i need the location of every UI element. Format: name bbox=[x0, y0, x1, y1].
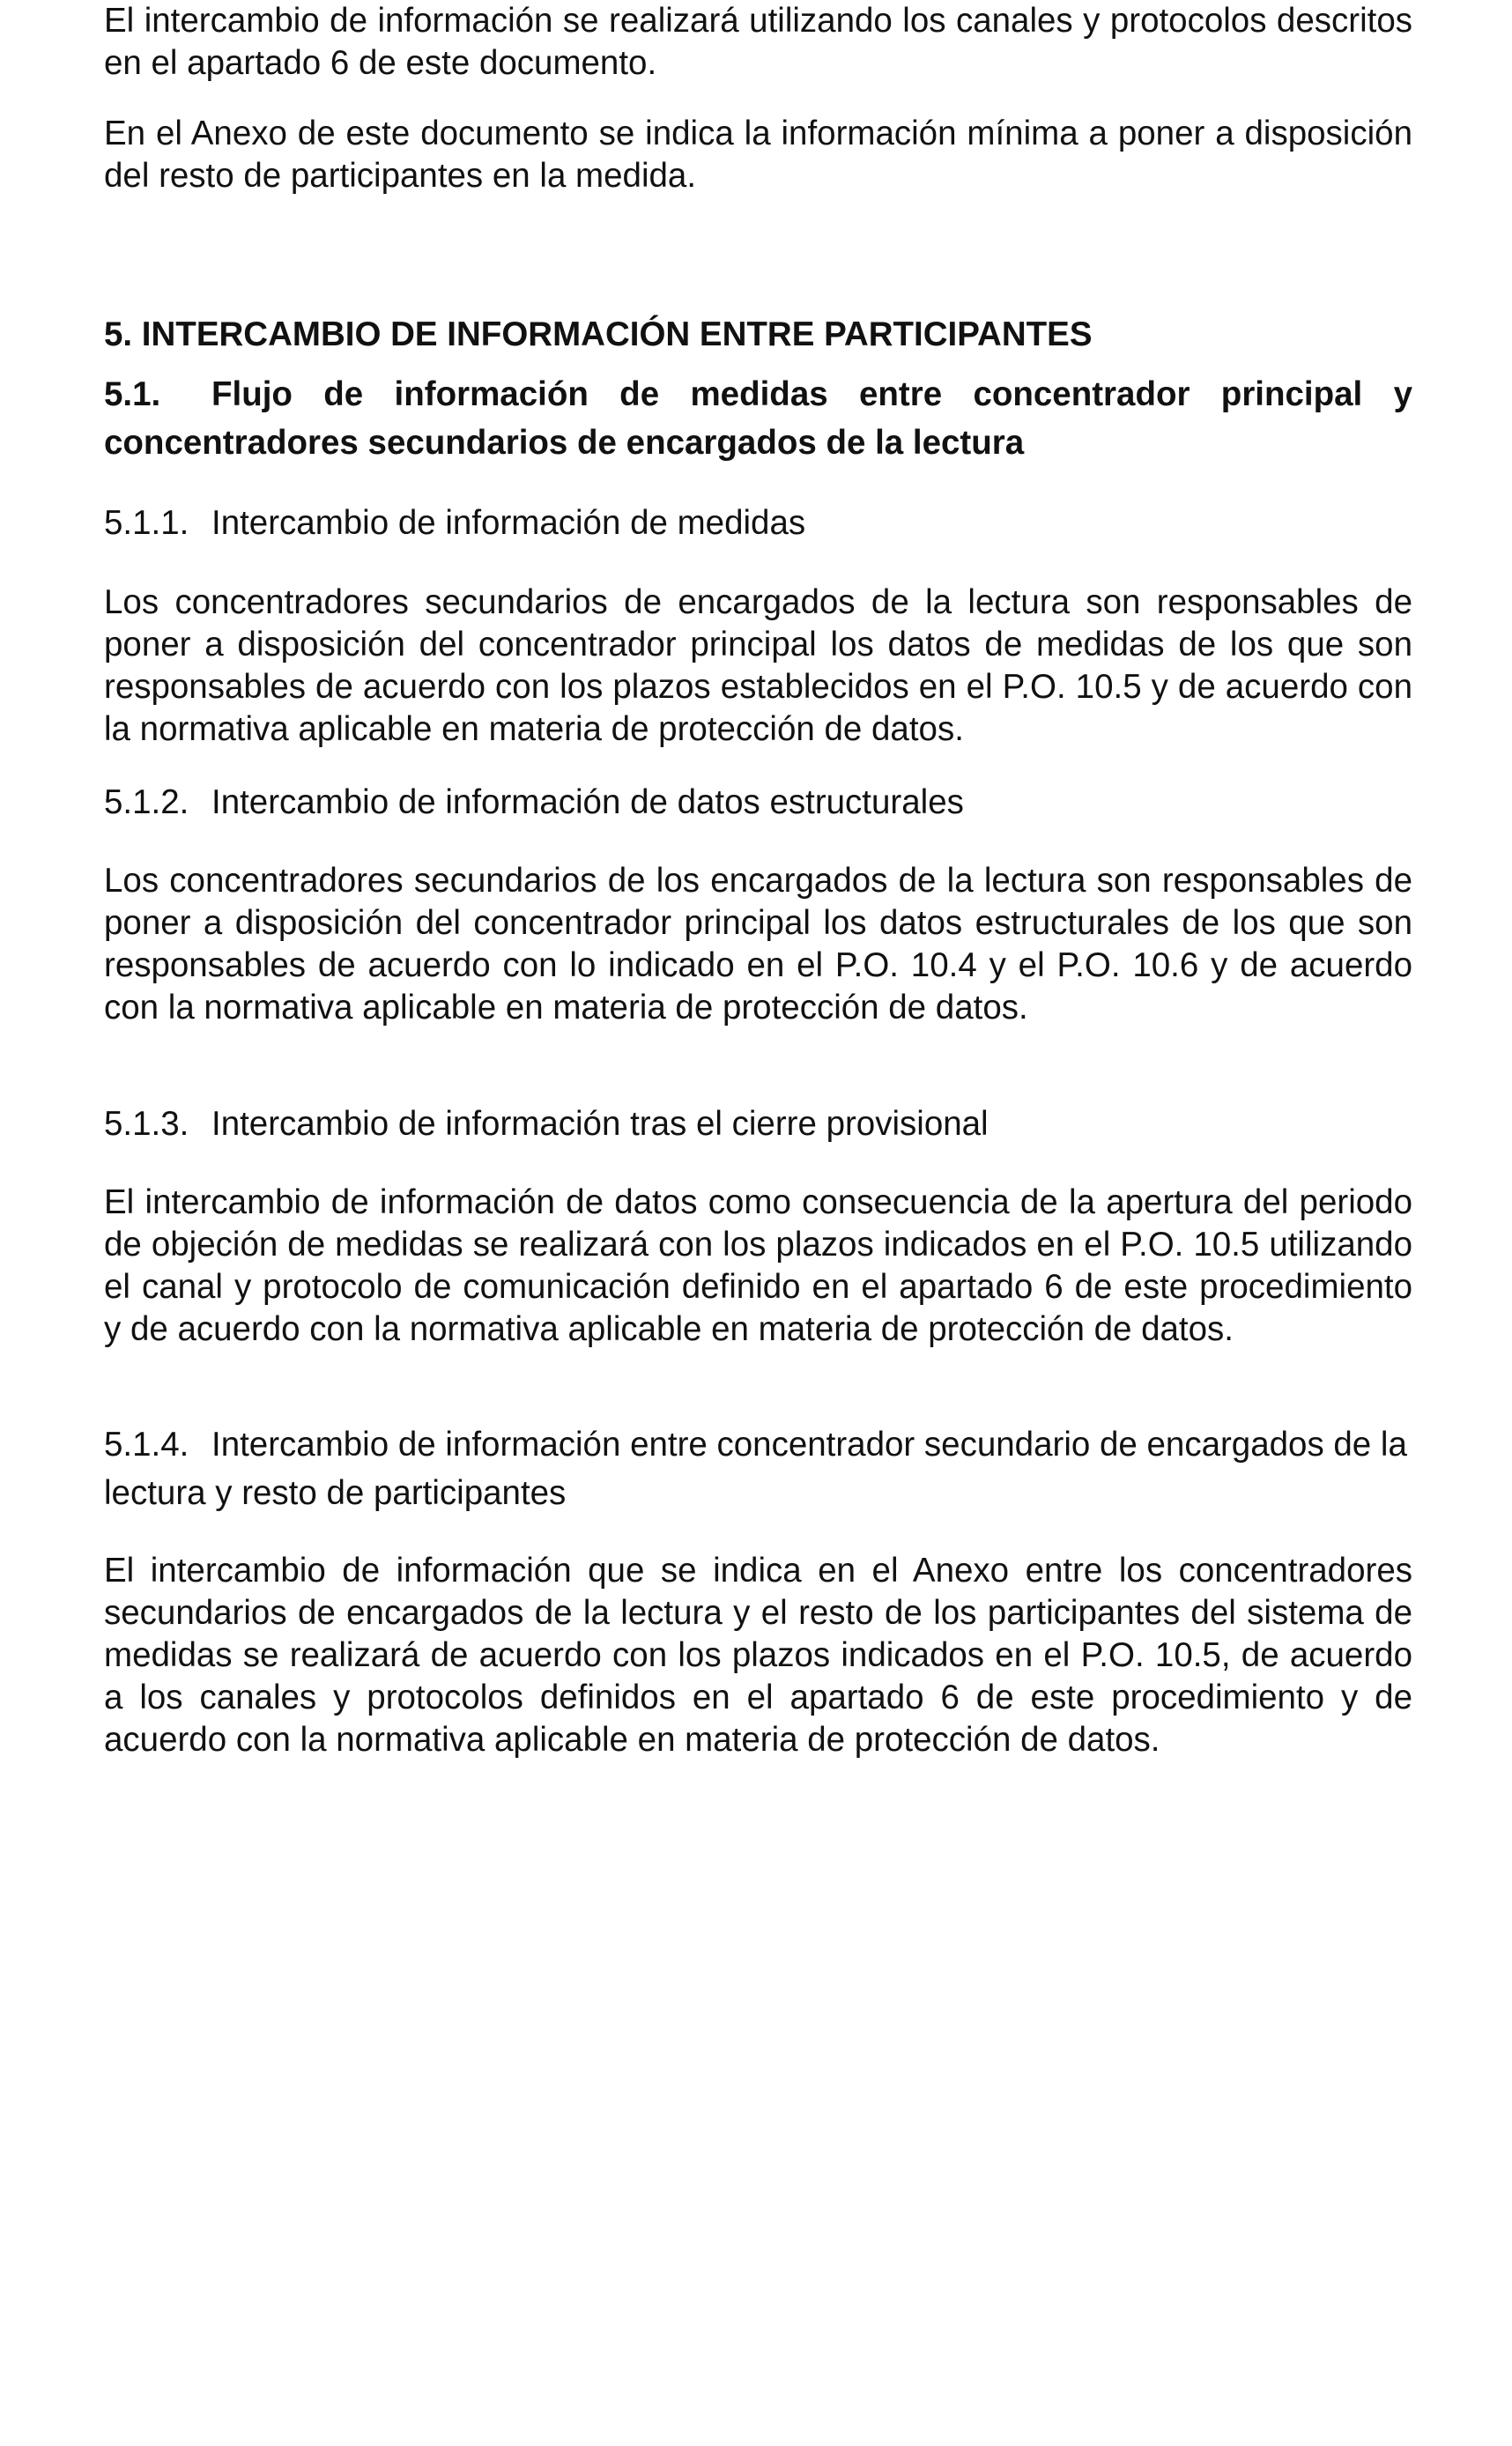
section-5-1-2-number: 5.1.2. bbox=[104, 783, 189, 821]
section-5-1-title: Flujo de información de medidas entre concentrador principal y concentradores secundarios de encargados de la lectura bbox=[104, 375, 1412, 462]
section-5-1-2-heading bbox=[104, 778, 1412, 826]
section-5-1-2-title: Intercambio de información de datos estructurales bbox=[211, 783, 964, 821]
section-5-1-1-number: 5.1.1. bbox=[104, 504, 189, 542]
document-page bbox=[104, 0, 1412, 2446]
section-5-1-number: 5.1. bbox=[104, 375, 161, 413]
section-5-1-1-title: Intercambio de información de medidas bbox=[211, 504, 806, 542]
section-5-1-3-body: El intercambio de información de datos como consecuencia de la apertura del periodo de objeción de medidas se realizará con los plazos indicados en el P.O. 10.5 utilizando el canal y protocolo de comunicación definido en el apartado 6 de este procedimiento y de acuerdo con la normativa aplicable en materia de protección de datos. bbox=[104, 1183, 1412, 1348]
section-5-1-heading bbox=[104, 370, 1412, 467]
section-5-1-3-number: 5.1.3. bbox=[104, 1105, 189, 1143]
section-5-heading: 5. INTERCAMBIO DE INFORMACIÓN ENTRE PARTICIPANTES bbox=[104, 315, 1093, 353]
section-5-1-1-body: Los concentradores secundarios de encargados de la lectura son responsables de poner a disposición del concentrador principal los datos de medidas de los que son responsables de acuerdo con los plazos establecidos en el P.O. 10.5 y de acuerdo con la normativa aplicable en materia de protección de datos. bbox=[104, 583, 1412, 748]
intro-paragraph-1: El intercambio de información se realizará utilizando los canales y protocolos descritos en el apartado 6 de este documento. bbox=[104, 2, 1412, 82]
section-5-1-3-heading bbox=[104, 1100, 1412, 1148]
intro-paragraph-2: En el Anexo de este documento se indica la información mínima a poner a disposición del resto de participantes en la medida. bbox=[104, 115, 1412, 195]
section-5-1-3-title: Intercambio de información tras el cierre provisional bbox=[211, 1105, 989, 1143]
section-5-1-4-body: El intercambio de información que se indica en el Anexo entre los concentradores secundarios de encargados de la lectura y el resto de los participantes del sistema de medidas se realizará de acuerdo con los plazos indicados en el P.O. 10.5, de acuerdo a los canales y protocolos definidos en el apartado 6 de este procedimiento y de acuerdo con la normativa aplicable en materia de protección de datos. bbox=[104, 1552, 1412, 1759]
section-5-1-2-body: Los concentradores secundarios de los encargados de la lectura son responsables de poner a disposición del concentrador principal los datos estructurales de los que son responsables de acuerdo con lo indicado en el P.O. 10.4 y el P.O. 10.6 y de acuerdo con la normativa aplicable en materia de protección de datos. bbox=[104, 862, 1412, 1027]
section-5-1-4-heading bbox=[104, 1420, 1412, 1517]
section-5-1-4-title: Intercambio de información entre concentrador secundario de encargados de la lectura y resto de participantes bbox=[104, 1426, 1407, 1512]
section-5-1-1-heading bbox=[104, 499, 1412, 547]
section-5-1-4-number: 5.1.4. bbox=[104, 1426, 189, 1464]
